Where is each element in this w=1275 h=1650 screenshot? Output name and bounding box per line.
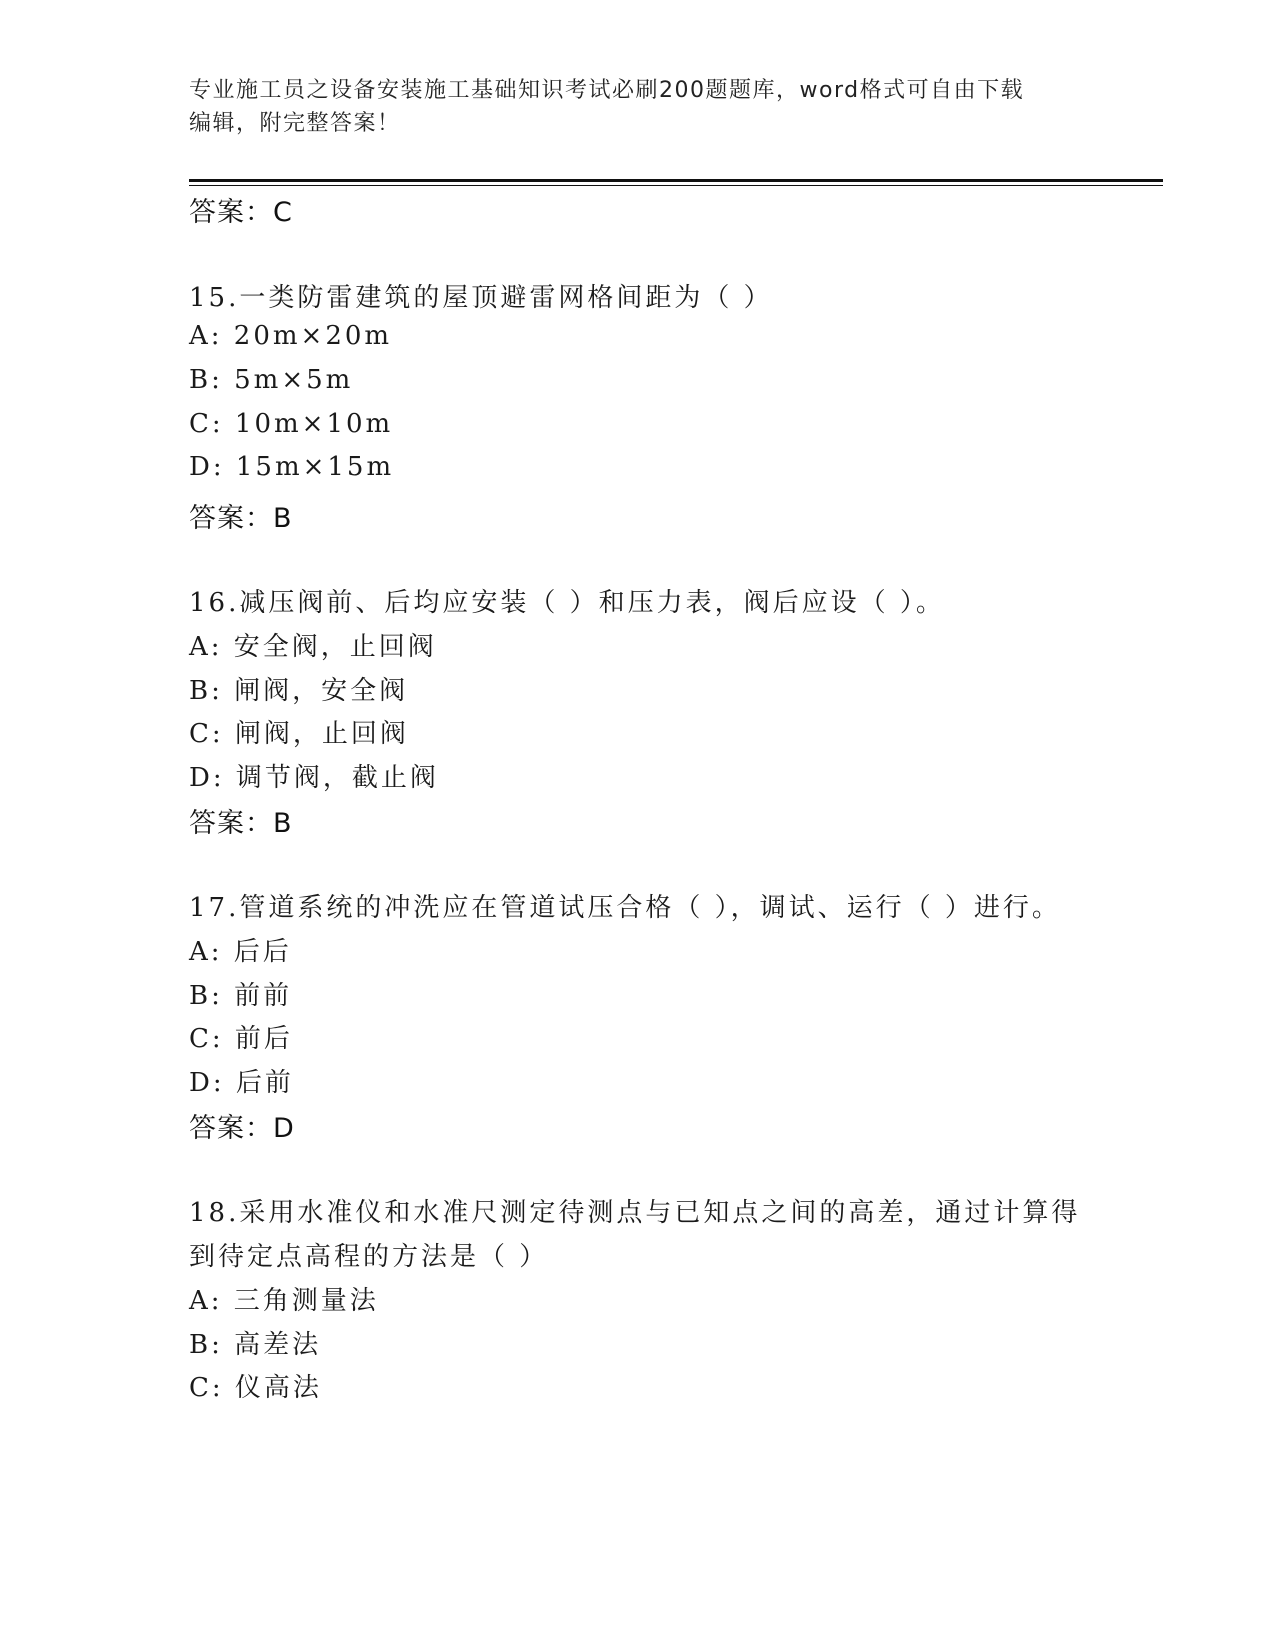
question-15-option-c: C: 10m×10m: [189, 409, 394, 439]
question-15-option-a: A: 20m×20m: [189, 321, 393, 351]
question-18-stem-line-1: 18.采用水准仪和水准尺测定待测点与已知点之间的高差，通过计算得: [189, 1198, 1081, 1228]
question-15-option-b: B: 5m×5m: [189, 365, 354, 395]
question-16-option-a: A: 安全阀，止回阀: [189, 632, 437, 662]
question-17-option-b: B: 前前: [189, 981, 293, 1011]
header-line-2: 编辑，附完整答案！: [189, 111, 401, 136]
question-17-option-a: A: 后后: [189, 937, 292, 967]
answer-15: 答案：B: [189, 503, 293, 534]
question-17-option-c: C: 前后: [189, 1024, 293, 1054]
answer-16: 答案：B: [189, 808, 293, 839]
question-17-stem: 17.管道系统的冲洗应在管道试压合格（ ），调试、运行（ ）进行。: [189, 893, 1061, 923]
question-18-option-b: B: 高差法: [189, 1330, 322, 1360]
question-16-option-b: B: 闸阀，安全阀: [189, 676, 409, 706]
document-header: [189, 74, 1089, 140]
question-17-option-d: D: 后前: [189, 1068, 294, 1098]
header-divider-thin: [189, 185, 1163, 186]
answer-14: 答案：C: [189, 197, 293, 228]
question-15-option-d: D: 15m×15m: [189, 452, 395, 482]
question-18-option-c: C: 仪高法: [189, 1373, 322, 1403]
question-15-stem: 15.一类防雷建筑的屋顶避雷网格间距为（ ）: [189, 283, 773, 313]
answer-17: 答案：D: [189, 1113, 295, 1144]
header-line-1: 专业施工员之设备安装施工基础知识考试必刷200题题库，word格式可自由下载: [189, 78, 1025, 103]
question-16-option-d: D: 调节阀，截止阀: [189, 763, 439, 793]
header-divider-thick: [189, 179, 1163, 182]
question-18-stem-line-2: 到待定点高程的方法是（ ）: [189, 1242, 549, 1272]
question-18-option-a: A: 三角测量法: [189, 1286, 379, 1316]
question-16-stem: 16.减压阀前、后均应安装（ ）和压力表，阀后应设（ ）。: [189, 588, 945, 618]
question-16-option-c: C: 闸阀，止回阀: [189, 719, 409, 749]
